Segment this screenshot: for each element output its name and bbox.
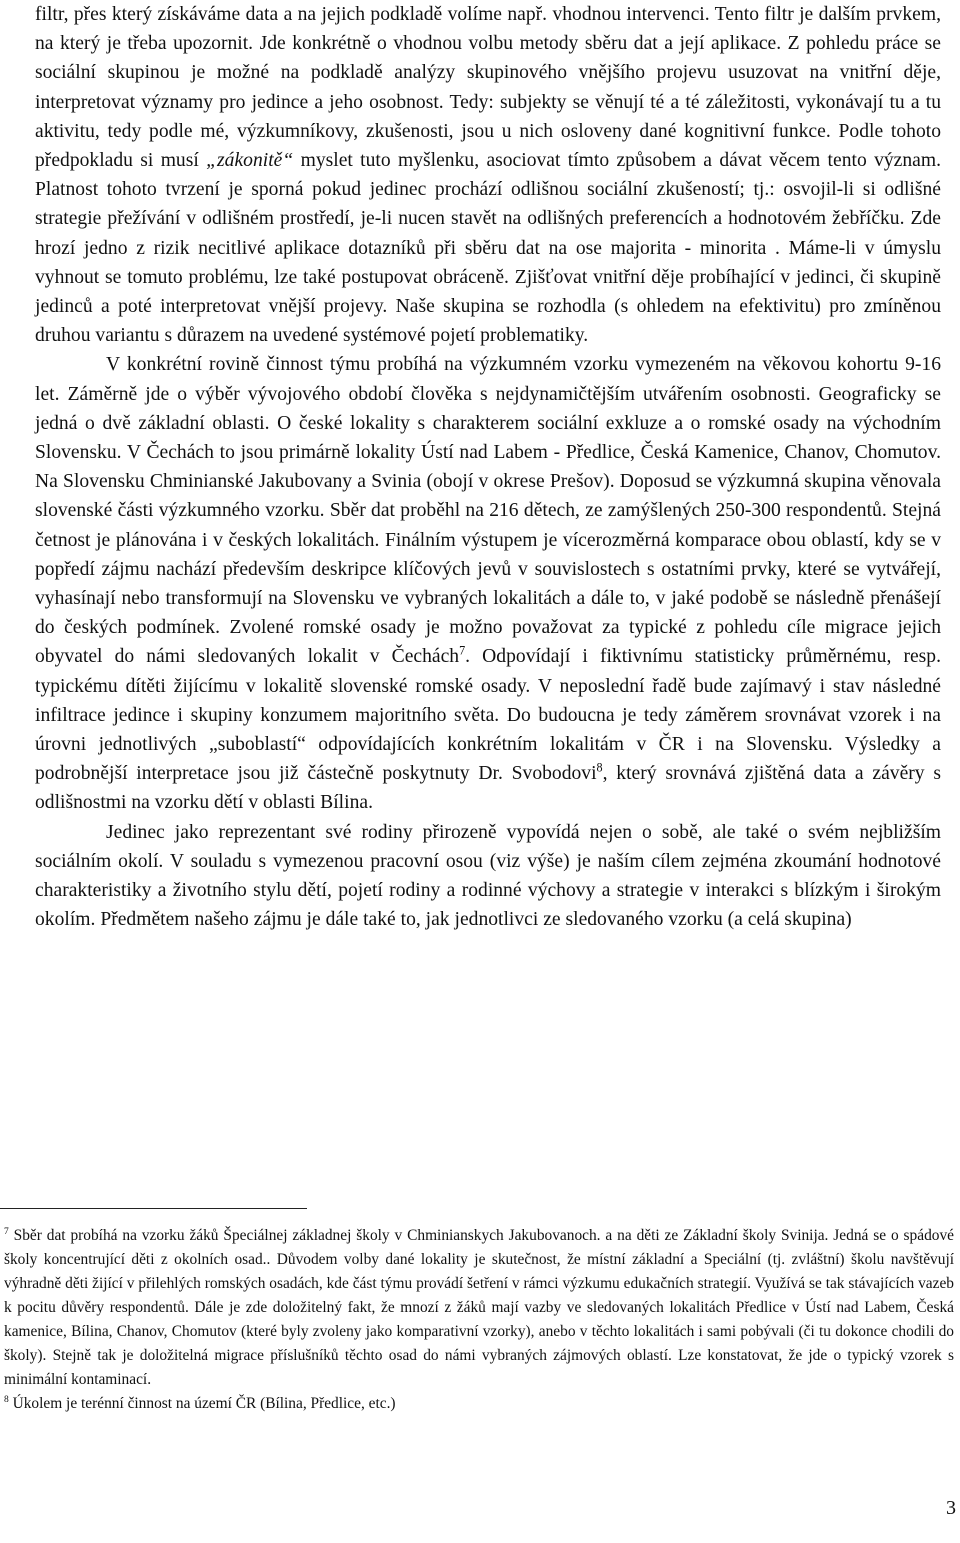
paragraph-1: filtr, přes který získáváme data a na jejich podkladě volíme např. vhodnou intervenci. Tento filtr je dalším prvkem, na který je třeba upozornit. Jde konkrétně o vhodnou volbu metody sběru dat a její aplikace. Z pohledu práce se sociální skupinou je možné na podkladě analýzy skupinového vnějšího projevu usuzovat na vnitřní děje, interpretovat významy pro jedince a jeho osobnost. Tedy: subjekty se věnují té a té záležitosti, vykonávají tu a tu aktivitu, tedy podle mé, výzkumníkovy, zkušenosti, jsou u nich osloveny dané kognitivní funkce. Podle tohoto předpokladu si musí „zákonitě“ myslet tuto myšlenku, asociovat tímto způsobem a dávat věcem tento význam. Platnost tohoto tvrzení je sporná pokud jedinec prochází odlišnou sociální zkušeností; tj.: osvojil-li si odlišné strategie přežívání v odlišném prostředí, je-li nucen stavět na odlišných preferencích a hodnotovém žebříčku. Zde hrozí jedno z rizik necitlivé aplikace dotazníků při sběru dat na ose majorita - minorita . Máme-li v úmyslu vyhnout se tomuto problému, lze také postupovat obráceně. Zjišťovat vnitřní děje probíhající v jedinci, či skupině jedinců a poté interpretovat vnější projevy. Naše skupina se rozhodla (s ohledem na efektivitu) pro zmíněnou druhou variantu s důrazem na uvedené systémové pojetí problematiky. — [35, 4, 942, 347]
footnote-mark: 7 — [4, 1225, 9, 1237]
footnotes — [4, 1224, 954, 1416]
footnote-ref-7: 7 — [459, 643, 466, 658]
footnote-7: $^7$ Sběr dat probíhá na vzorku žáků Špeciálnej základnej školy v Chminianskych Jakubovanoch. a na děti ze Základní školy Svinija. Jedná se o spádové školy koncentrující děti z okolních osad.. Důvodem volby dané lokality je skutečnost, že místní základní a Speciální (tj. zvláštní) školu navštěvují výhradně děti žijící v přilehlých romských osadách, kde část týmu provádí šetření v rámci výzkumu edukačních strategií. Využívá se tak stávajících vazeb k pocitu důvěry respondentů. Dále je zde doložitelný fakt, že mnozí z žáků mají vazby ve sledovaných lokalitách Předlice v Ústí nad Labem, Česká kamenice, Bílina, Chanov, Chomutov (které byly zvoleny jako komparativní vzorky), anebo v těchto lokalitách i sami pobývali (či tu dokonce chodili do školy). Stejně tak je doložitelná migrace příslušníků těchto osad do námi vybraných zájmových oblastí. Lze konstatovat, že jde o typický vzorek s minimální kontaminací. — [4, 1225, 954, 1388]
body-text — [35, 0, 941, 935]
footnote-mark: 8 — [4, 1393, 9, 1405]
paragraph-3: Jedinec jako reprezentant své rodiny přirozeně vypovídá nejen o sobě, ale také o svém nejbližším sociálním okolí. V souladu s vymezenou pracovní osou (viz výše) je naším cílem zejména zkoumání hodnotové charakteristiky a životního stylu dětí, pojetí rodiny a rodinné výchovy a strategie v interakci s blízkým i širokým okolím. Předmětem našeho zájmu je dále také to, jak jednotlivci ze sledovaného vzorku (a celá skupina) — [35, 821, 941, 931]
footnote-ref-8: 8 — [596, 760, 603, 775]
footnote-separator — [0, 1208, 307, 1209]
paragraph-2: V konkrétní rovině činnost týmu probíhá na výzkumném vzorku vymezeném na věkovou kohortu 9-16 let. Záměrně jde o výběr vývojového období člověka s nejdynamičtějším utvářením osobnosti. Geograficky se jedná o dvě základní oblasti. O české lokality s charakterem sociální exkluze a o romské osady na východním Slovensku. V Čechách to jsou primárně lokality Ústí nad Labem - Předlice, Česká Kamenice, Chanov, Chomutov. Na Slovensku Chminianské Jakubovany a Svinia (obojí v okrese Prešov). Doposud se výzkumná skupina věnovala slovenské části výzkumného vzorku. Sběr dat proběhl na 216 dětech, ze zamýšlených 250-300 respondentů. Stejná četnost je plánována i v českých lokalitách. Finálním výstupem je vícerozměrná komparace obou oblastí, kdy se v popředí zájmu nachází především deskripce klíčových jevů v souvislostech s ostatními prvky, které se vytvářejí, vyhasínají nebo transformují na Slovensku ve vybraných lokalitách a dále to, v jaké podobě se následně přenášejí do českých podmínek. Zvolené romské osady je možno považovat za typické z pohledu cíle migrace jejich obyvatel do námi sledovaných lokalit v Čechách$^7$. Odpovídají i fiktivnímu statisticky průměrnému, resp. typickému dítěti žijícímu v lokalitě slovenské romské osady. V neposlední řadě bude zajímavý i stav následné infiltrace jedince i skupiny konzumem majoritního světa. Do budoucna je tedy záměrem srovnávat vzorek i na úrovni jednotlivých „suboblastí“ odpovídajících konkrétním lokalitám v ČR i na Slovensku. Výsledky a podrobnější interpretace jsou již částečně poskytnuty Dr. Svobodovi$^8$, který srovnává zjištěná data a závěry s odlišnostmi na vzorku dětí v oblasti Bílina. — [35, 354, 941, 814]
emphasized-word: „zákonitě“ — [206, 150, 294, 172]
footnote-8: $^8$ Úkolem je terénní činnost na území ČR (Bílina, Předlice, etc.) — [4, 1393, 396, 1412]
page-number: 3 — [946, 1497, 956, 1519]
